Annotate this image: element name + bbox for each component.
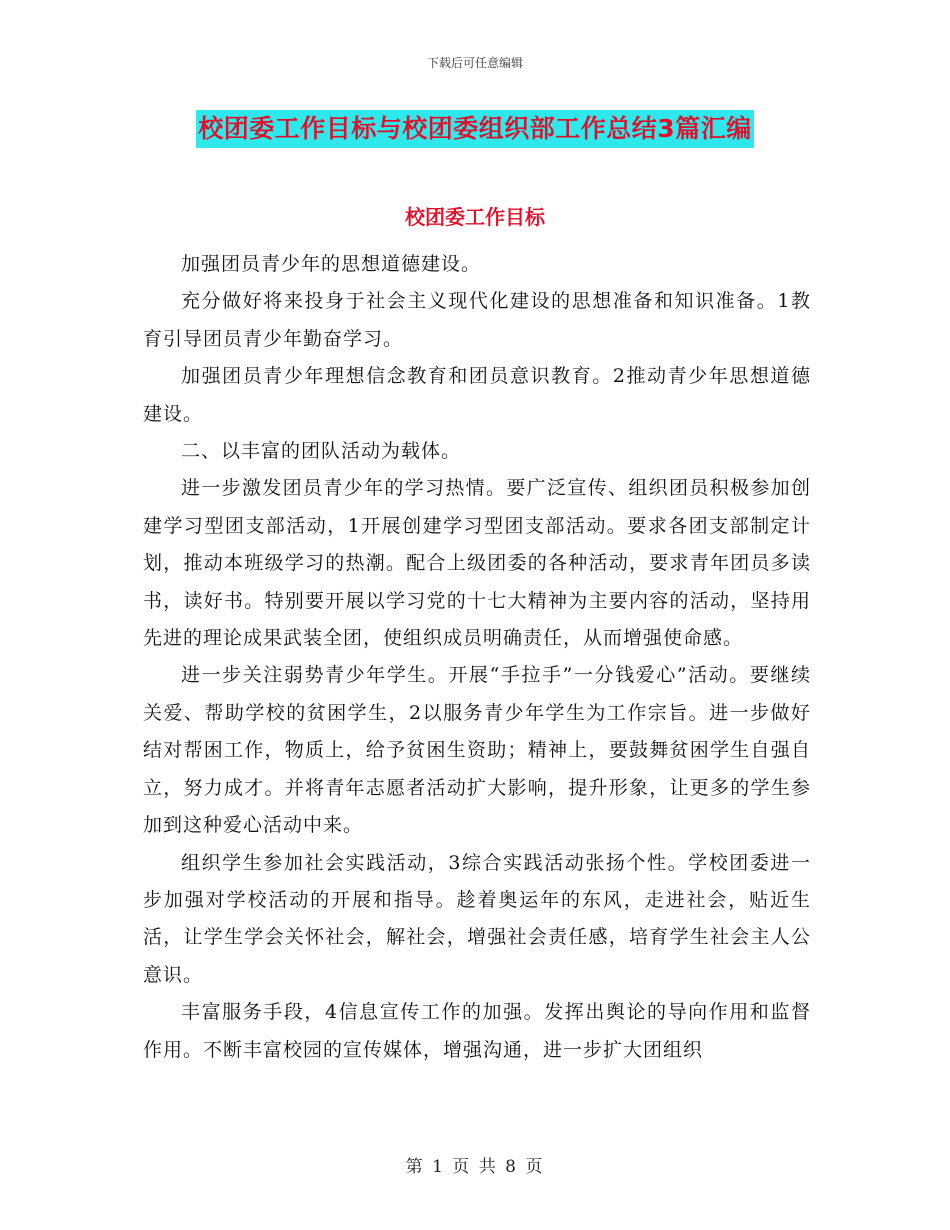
paragraph: 丰富服务手段，4信息宣传工作的加强。发挥出舆论的导向作用和监督作用。不断丰富校园的宣传媒体，增强沟通，进一步扩大团组织 — [143, 1001, 811, 1061]
document-title: 校团委工作目标与校团委组织部工作总结3篇汇编 — [196, 110, 753, 148]
paragraph: 加强团员青少年理想信念教育和团员意识教育。2推动青少年思想道德建设。 — [143, 365, 811, 425]
paragraph: 二、以丰富的团队活动为载体。 — [181, 440, 462, 463]
document-body — [143, 246, 811, 1069]
paragraph: 充分做好将来投身于社会主义现代化建设的思想准备和知识准备。1教育引导团员青少年勤奋学习。 — [143, 290, 811, 350]
paragraph: 加强团员青少年的思想道德建设。 — [181, 253, 482, 275]
document-title-wrap — [0, 110, 950, 148]
page-header-note: 下载后可任意编辑 — [426, 56, 523, 70]
paragraph: 组织学生参加社会实践活动，3综合实践活动张扬个性。学校团委进一步加强对学校活动的开展和指导。趁着奥运年的东风，走进社会，贴近生活，让学生学会关怀社会，解社会，增强社会责任感，培育学生社会主人公意识。 — [143, 851, 811, 986]
paragraph: 进一步关注弱势青少年学生。开展“手拉手”一分钱爱心”活动。要继续关爱、帮助学校的贫困学生，2以服务青少年学生为工作宗旨。进一步做好结对帮困工作，物质上，给予贫困生资助；精神上，要鼓舞贫困学生自强自立，努力成才。并将青年志愿者活动扩大影响，提升形象，让更多的学生参加到这种爱心活动中来。 — [143, 664, 811, 837]
page-number: 第 1 页 共 8 页 — [405, 1157, 545, 1177]
section-title: 校团委工作目标 — [405, 205, 545, 229]
paragraph: 进一步激发团员青少年的学习热情。要广泛宣传、组织团员积极参加创建学习型团支部活动，1开展创建学习型团支部活动。要求各团支部制定计划，推动本班级学习的热潮。配合上级团委的各种活动，要求青年团员多读书，读好书。特别要开展以学习党的十七大精神为主要内容的活动，坚持用先进的理论成果武装全团，使组织成员明确责任，从而增强使命感。 — [143, 477, 811, 650]
